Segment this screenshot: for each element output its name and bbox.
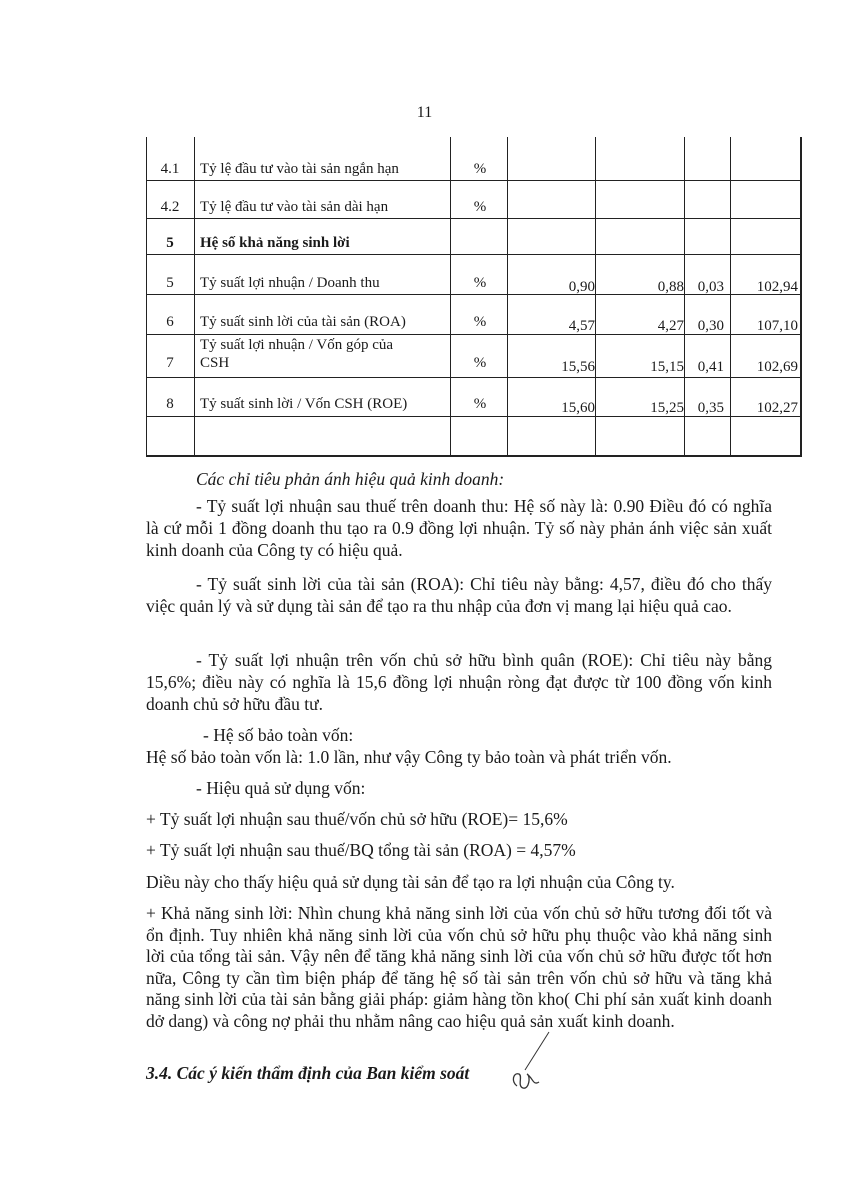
paragraph-profitability: + Khả năng sinh lời: Nhìn chung khả năng sinh lời của vốn chủ sở hữu tương đối tốt và ổn định. Tuy nhiên khả năng sinh lời của vốn chủ sở hữu phụ thuộc vào khả năng sinh lời của tổng tài sản. Vậy nên để tăng khả năng sinh lời của vốn chủ sở hữu được tốt hơn nữa, Công ty cần tìm biện pháp để tăng hệ số tài sản trên vốn chủ sở hữu và tăng khả năng sinh lời của tài sản bằng giải pháp: giảm hàng tồn kho( Chi phí sản xuất kinh doanh dở dang) và công nợ phải thu nhằm nâng cao hiệu quả sản xuất kinh doanh. — [146, 903, 772, 1031]
roe-line: + Tỷ suất lợi nhuận sau thuế/vốn chủ sở hữu (ROE)= 15,6% — [146, 809, 568, 829]
capital-preservation-title: - Hệ số bảo toàn vốn: — [203, 725, 354, 745]
page-number: 11 — [416, 104, 433, 121]
paragraph-profit-margin: - Tỷ suất lợi nhuận sau thuế trên doanh thu: Hệ số này là: 0.90 Điều đó có nghĩa là cứ mỗi 1 đồng doanh thu tạo ra 0.9 đồng lợi nhuận. Tỷ số này phản ánh việc sản xuất kinh doanh của Công ty có hiệu quả. — [146, 496, 772, 560]
capital-preservation-text: Hệ số bảo toàn vốn là: 1.0 lần, như vậy Công ty bảo toàn và phát triển vốn. — [146, 747, 672, 767]
capital-efficiency-title: - Hiệu quả sử dụng vốn: — [196, 778, 366, 798]
conclusion-line: Diều này cho thấy hiệu quả sử dụng tài sản để tạo ra lợi nhuận của Công ty. — [146, 872, 675, 892]
paragraph-roa: - Tỷ suất sinh lời của tài sản (ROA): Chỉ tiêu này bằng: 4,57, điều đó cho thấy việc quản lý và sử dụng tài sản để tạo ra thu nhập của đơn vị mang lại hiệu quả cao. — [146, 574, 772, 616]
financial-ratio-table: 4.1 Tỷ lệ đầu tư vào tài sản ngắn hạn % 4.2 Tỷ lệ đầu tư vào tài sản dài hạn % 5 Hệ số khả năng sinh lời 5 Tỷ suất lợi nhuận / Doanh thu % 0,90 0,88 0,03 102,94 6 Tỷ suất sinh lời của tài sản (ROA) % 4,57 4,27 0,30 107,10 7 Tỷ suất lợi nhuận / Vốn góp của CSH % 15,56 15,15 0,41 102,69 8 Tỷ suất sinh lời / Vốn CSH (ROE) % 15,60 15,25 0,35 102,27 — [146, 137, 802, 457]
section-intro: Các chỉ tiêu phản ánh hiệu quả kinh doanh: — [196, 469, 505, 489]
signature-mark — [503, 1030, 553, 1094]
paragraph-roe: - Tỷ suất lợi nhuận trên vốn chủ sở hữu bình quân (ROE): Chỉ tiêu này bằng 15,6%; điều này có nghĩa là 15,6 đồng lợi nhuận ròng đạt được từ 100 đồng vốn kinh doanh chủ sở hữu đầu tư. — [146, 650, 772, 714]
roa-line: + Tỷ suất lợi nhuận sau thuế/BQ tổng tài sản (ROA) = 4,57% — [146, 840, 576, 860]
section-heading: 3.4. Các ý kiến thẩm định của Ban kiểm soát — [146, 1063, 470, 1083]
